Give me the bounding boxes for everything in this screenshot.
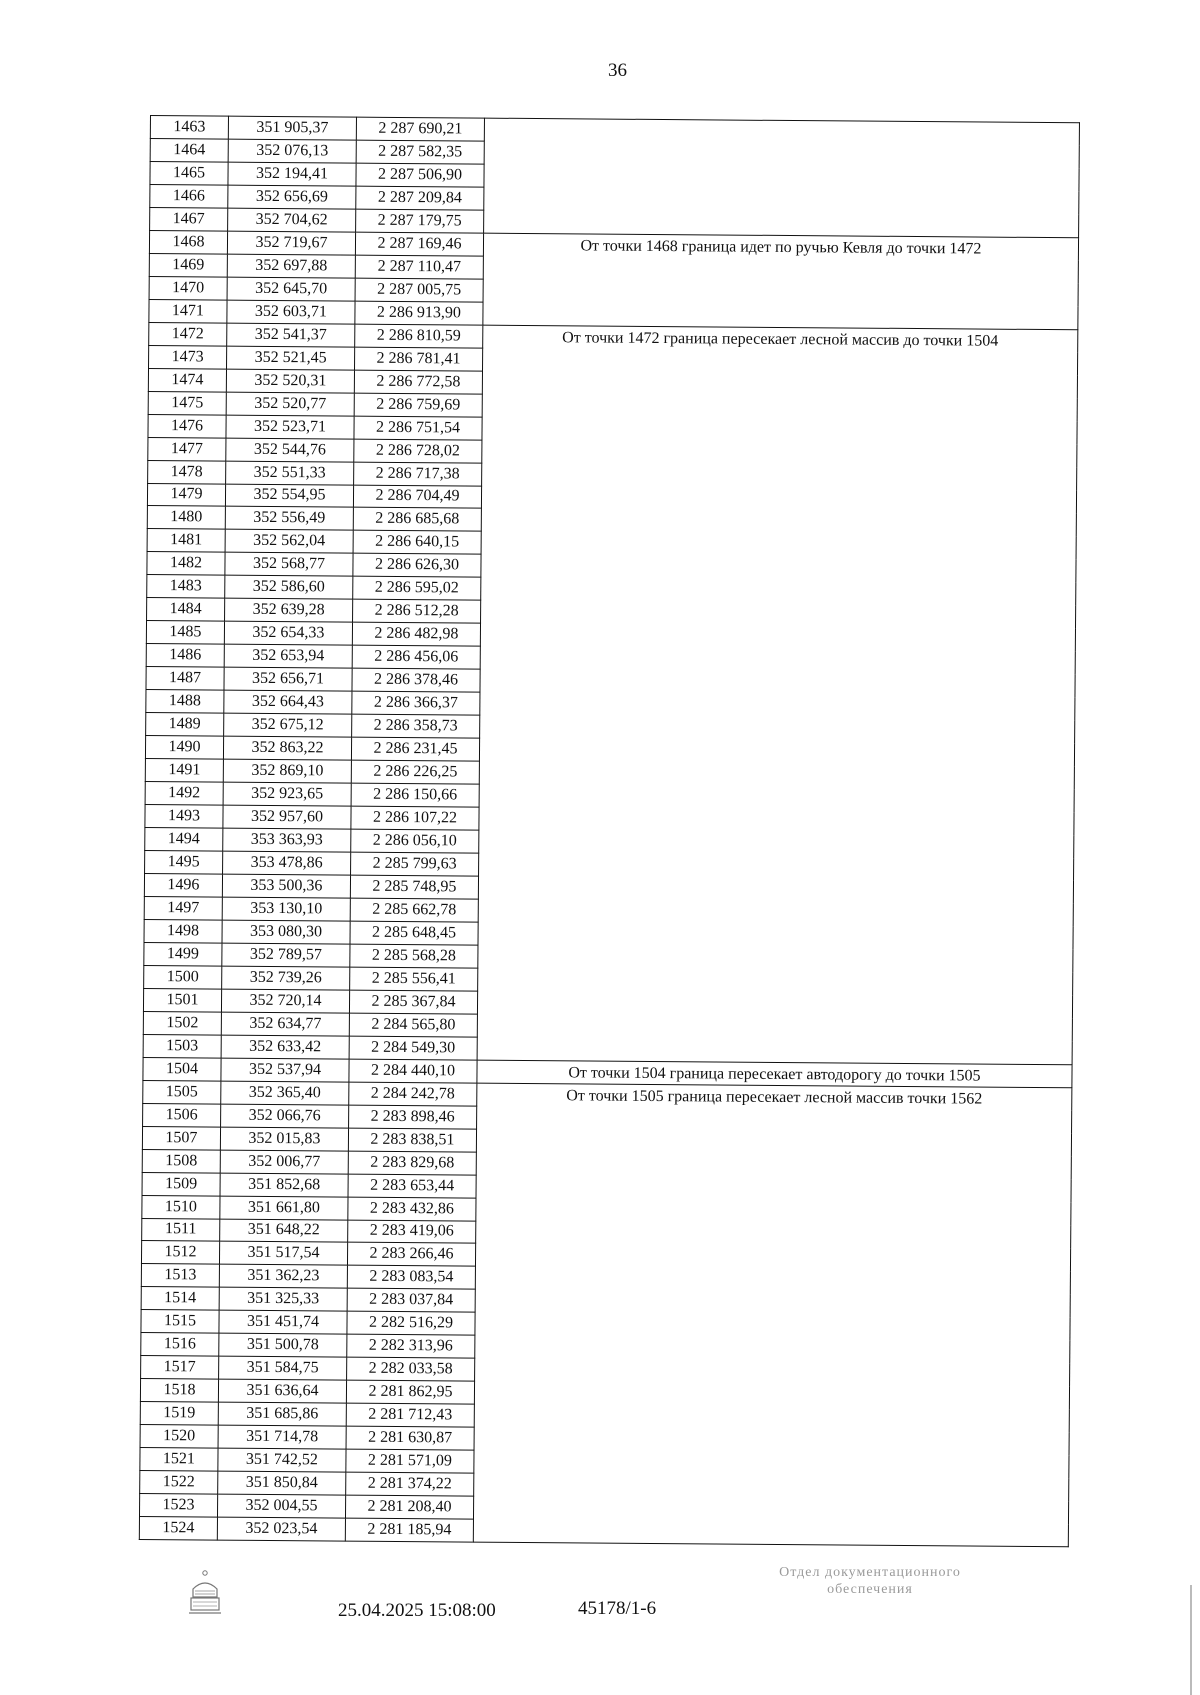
y-coordinate-cell: 2 287 005,75 <box>355 278 483 302</box>
y-coordinate-cell: 2 286 626,30 <box>353 554 481 578</box>
y-coordinate-cell: 2 283 432,86 <box>348 1197 476 1221</box>
point-number-cell: 1468 <box>149 230 227 254</box>
y-coordinate-cell: 2 287 506,90 <box>356 163 484 187</box>
point-number-cell: 1495 <box>145 850 223 874</box>
x-coordinate-cell: 352 554,95 <box>225 484 353 508</box>
stamp-line-1: Отдел документационного <box>779 1565 961 1580</box>
point-number-cell: 1497 <box>144 896 222 920</box>
coordinates-table <box>139 115 1080 1547</box>
y-coordinate-cell: 2 283 037,84 <box>347 1288 475 1312</box>
y-coordinate-cell: 2 282 516,29 <box>347 1311 475 1335</box>
y-coordinate-cell: 2 286 056,10 <box>351 829 479 853</box>
y-coordinate-cell: 2 284 440,10 <box>349 1059 477 1083</box>
x-coordinate-cell: 352 023,54 <box>217 1517 345 1541</box>
page-number: 36 <box>608 60 627 81</box>
y-coordinate-cell: 2 286 231,45 <box>351 737 479 761</box>
point-number-cell: 1479 <box>147 483 225 507</box>
x-coordinate-cell: 352 537,94 <box>221 1058 349 1082</box>
point-number-cell: 1481 <box>147 529 225 553</box>
x-coordinate-cell: 352 541,37 <box>227 323 355 347</box>
y-coordinate-cell: 2 287 110,47 <box>355 255 483 279</box>
point-number-cell: 1490 <box>145 736 223 760</box>
point-number-cell: 1474 <box>148 368 226 392</box>
point-number-cell: 1523 <box>139 1494 217 1518</box>
point-number-cell: 1515 <box>141 1310 219 1334</box>
point-number-cell: 1507 <box>142 1126 220 1150</box>
y-coordinate-cell: 2 283 266,46 <box>347 1243 475 1267</box>
y-coordinate-cell: 2 286 704,49 <box>353 485 481 509</box>
x-coordinate-cell: 351 517,54 <box>219 1242 347 1266</box>
x-coordinate-cell: 352 365,40 <box>221 1081 349 1105</box>
y-coordinate-cell: 2 286 751,54 <box>354 416 482 440</box>
y-coordinate-cell: 2 286 107,22 <box>351 806 479 830</box>
y-coordinate-cell: 2 281 862,95 <box>346 1380 474 1404</box>
x-coordinate-cell: 352 520,31 <box>226 369 354 393</box>
x-coordinate-cell: 352 739,26 <box>222 966 350 990</box>
y-coordinate-cell: 2 286 781,41 <box>355 347 483 371</box>
point-number-cell: 1463 <box>150 116 228 140</box>
y-coordinate-cell: 2 286 512,28 <box>353 599 481 623</box>
point-number-cell: 1505 <box>143 1080 221 1104</box>
x-coordinate-cell: 352 194,41 <box>228 162 356 186</box>
y-coordinate-cell: 2 282 313,96 <box>347 1334 475 1358</box>
point-number-cell: 1512 <box>141 1241 219 1265</box>
y-coordinate-cell: 2 283 838,51 <box>348 1128 476 1152</box>
x-coordinate-cell: 352 869,10 <box>223 759 351 783</box>
x-coordinate-cell: 352 634,77 <box>221 1012 349 1036</box>
x-coordinate-cell: 352 076,13 <box>228 139 356 163</box>
x-coordinate-cell: 352 639,28 <box>225 598 353 622</box>
x-coordinate-cell: 352 633,42 <box>221 1035 349 1059</box>
point-number-cell: 1521 <box>140 1448 218 1472</box>
x-coordinate-cell: 352 520,77 <box>226 392 354 416</box>
point-number-cell: 1483 <box>147 575 225 599</box>
point-number-cell: 1520 <box>140 1425 218 1449</box>
x-coordinate-cell: 353 478,86 <box>223 851 351 875</box>
y-coordinate-cell: 2 287 179,75 <box>356 209 484 233</box>
point-number-cell: 1472 <box>149 322 227 346</box>
point-number-cell: 1496 <box>144 873 222 897</box>
point-number-cell: 1499 <box>144 942 222 966</box>
y-coordinate-cell: 2 283 653,44 <box>348 1174 476 1198</box>
point-number-cell: 1502 <box>143 1011 221 1035</box>
x-coordinate-cell: 351 648,22 <box>220 1219 348 1243</box>
x-coordinate-cell: 352 006,77 <box>220 1150 348 1174</box>
point-number-cell: 1469 <box>149 253 227 277</box>
y-coordinate-cell: 2 286 685,68 <box>353 508 481 532</box>
boundary-note-cell: От точки 1504 граница пересекает автодорогу до точки 1505 <box>477 1060 1072 1088</box>
point-number-cell: 1464 <box>150 138 228 162</box>
margin-mark <box>1190 1585 1192 1695</box>
x-coordinate-cell: 351 584,75 <box>219 1356 347 1380</box>
point-number-cell: 1514 <box>141 1287 219 1311</box>
x-coordinate-cell: 352 586,60 <box>225 575 353 599</box>
x-coordinate-cell: 352 957,60 <box>223 805 351 829</box>
y-coordinate-cell: 2 281 571,09 <box>346 1449 474 1473</box>
y-coordinate-cell: 2 286 358,73 <box>352 714 480 738</box>
x-coordinate-cell: 352 789,57 <box>222 943 350 967</box>
x-coordinate-cell: 352 603,71 <box>227 300 355 324</box>
point-number-cell: 1476 <box>148 414 226 438</box>
boundary-note-cell: От точки 1505 граница пересекает лесной массив точки 1562 <box>473 1083 1072 1547</box>
point-number-cell: 1484 <box>147 598 225 622</box>
x-coordinate-cell: 351 905,37 <box>228 116 356 140</box>
point-number-cell: 1503 <box>143 1034 221 1058</box>
boundary-note-cell <box>484 118 1080 238</box>
y-coordinate-cell: 2 283 898,46 <box>349 1105 477 1129</box>
x-coordinate-cell: 352 664,43 <box>224 690 352 714</box>
y-coordinate-cell: 2 281 185,94 <box>345 1518 473 1542</box>
point-number-cell: 1475 <box>148 391 226 415</box>
y-coordinate-cell: 2 286 595,02 <box>353 576 481 600</box>
x-coordinate-cell: 351 852,68 <box>220 1173 348 1197</box>
y-coordinate-cell: 2 286 366,37 <box>352 691 480 715</box>
x-coordinate-cell: 351 451,74 <box>219 1310 347 1334</box>
boundary-note-cell: От точки 1468 граница идет по ручью Кевля до точки 1472 <box>483 233 1079 330</box>
x-coordinate-cell: 352 556,49 <box>225 507 353 531</box>
x-coordinate-cell: 352 923,65 <box>223 782 351 806</box>
x-coordinate-cell: 352 719,67 <box>227 231 355 255</box>
x-coordinate-cell: 351 714,78 <box>218 1425 346 1449</box>
y-coordinate-cell: 2 287 209,84 <box>356 186 484 210</box>
y-coordinate-cell: 2 286 456,06 <box>352 645 480 669</box>
x-coordinate-cell: 352 544,76 <box>226 438 354 462</box>
point-number-cell: 1480 <box>147 506 225 530</box>
x-coordinate-cell: 352 562,04 <box>225 530 353 554</box>
point-number-cell: 1467 <box>150 207 228 231</box>
point-number-cell: 1508 <box>142 1149 220 1173</box>
point-number-cell: 1485 <box>146 621 224 645</box>
x-coordinate-cell: 352 523,71 <box>226 415 354 439</box>
y-coordinate-cell: 2 286 226,25 <box>351 760 479 784</box>
point-number-cell: 1518 <box>140 1379 218 1403</box>
x-coordinate-cell: 353 500,36 <box>222 874 350 898</box>
x-coordinate-cell: 352 656,71 <box>224 667 352 691</box>
point-number-cell: 1511 <box>142 1218 220 1242</box>
x-coordinate-cell: 352 004,55 <box>217 1494 345 1518</box>
x-coordinate-cell: 351 850,84 <box>218 1471 346 1495</box>
point-number-cell: 1477 <box>148 437 226 461</box>
y-coordinate-cell: 2 285 748,95 <box>350 875 478 899</box>
x-coordinate-cell: 351 325,33 <box>219 1287 347 1311</box>
y-coordinate-cell: 2 281 208,40 <box>345 1495 473 1519</box>
x-coordinate-cell: 352 704,62 <box>228 208 356 232</box>
point-number-cell: 1473 <box>149 345 227 369</box>
y-coordinate-cell: 2 286 378,46 <box>352 668 480 692</box>
x-coordinate-cell: 352 697,88 <box>227 254 355 278</box>
y-coordinate-cell: 2 283 419,06 <box>348 1220 476 1244</box>
x-coordinate-cell: 351 742,52 <box>218 1448 346 1472</box>
y-coordinate-cell: 2 281 374,22 <box>346 1472 474 1496</box>
y-coordinate-cell: 2 285 556,41 <box>350 967 478 991</box>
y-coordinate-cell: 2 286 728,02 <box>354 439 482 463</box>
y-coordinate-cell: 2 283 083,54 <box>347 1266 475 1290</box>
x-coordinate-cell: 352 066,76 <box>221 1104 349 1128</box>
x-coordinate-cell: 353 130,10 <box>222 897 350 921</box>
point-number-cell: 1524 <box>139 1517 217 1541</box>
x-coordinate-cell: 352 653,94 <box>224 644 352 668</box>
point-number-cell: 1492 <box>145 782 223 806</box>
boundary-note-cell: От точки 1472 граница пересекает лесной массив до точки 1504 <box>477 325 1078 1065</box>
point-number-cell: 1498 <box>144 919 222 943</box>
point-number-cell: 1517 <box>141 1356 219 1380</box>
point-number-cell: 1489 <box>146 713 224 737</box>
x-coordinate-cell: 351 636,64 <box>218 1379 346 1403</box>
footer-doc-code: 45178/1-6 <box>578 1598 657 1619</box>
stamp-line-2: обеспечения <box>827 1581 913 1597</box>
point-number-cell: 1487 <box>146 667 224 691</box>
point-number-cell: 1491 <box>145 759 223 783</box>
point-number-cell: 1506 <box>143 1103 221 1127</box>
point-number-cell: 1478 <box>148 460 226 484</box>
x-coordinate-cell: 352 675,12 <box>224 713 352 737</box>
x-coordinate-cell: 351 661,80 <box>220 1196 348 1220</box>
x-coordinate-cell: 353 080,30 <box>222 920 350 944</box>
point-number-cell: 1504 <box>143 1057 221 1081</box>
y-coordinate-cell: 2 284 549,30 <box>349 1036 477 1060</box>
y-coordinate-cell: 2 286 913,90 <box>355 301 483 325</box>
y-coordinate-cell: 2 286 772,58 <box>354 370 482 394</box>
point-number-cell: 1513 <box>141 1264 219 1288</box>
x-coordinate-cell: 352 720,14 <box>221 989 349 1013</box>
point-number-cell: 1493 <box>145 805 223 829</box>
y-coordinate-cell: 2 285 367,84 <box>349 990 477 1014</box>
point-number-cell: 1501 <box>143 988 221 1012</box>
y-coordinate-cell: 2 286 810,59 <box>355 324 483 348</box>
point-number-cell: 1500 <box>144 965 222 989</box>
x-coordinate-cell: 352 568,77 <box>225 553 353 577</box>
x-coordinate-cell: 352 863,22 <box>223 736 351 760</box>
x-coordinate-cell: 352 645,70 <box>227 277 355 301</box>
y-coordinate-cell: 2 287 690,21 <box>356 117 484 141</box>
y-coordinate-cell: 2 285 568,28 <box>350 944 478 968</box>
x-coordinate-cell: 352 015,83 <box>220 1127 348 1151</box>
y-coordinate-cell: 2 286 717,38 <box>354 462 482 486</box>
point-number-cell: 1466 <box>150 184 228 208</box>
y-coordinate-cell: 2 286 759,69 <box>354 393 482 417</box>
point-number-cell: 1516 <box>141 1333 219 1357</box>
point-number-cell: 1494 <box>145 828 223 852</box>
point-number-cell: 1488 <box>146 690 224 714</box>
y-coordinate-cell: 2 281 630,87 <box>346 1426 474 1450</box>
y-coordinate-cell: 2 285 799,63 <box>351 852 479 876</box>
x-coordinate-cell: 352 654,33 <box>224 621 352 645</box>
y-coordinate-cell: 2 287 169,46 <box>355 232 483 256</box>
y-coordinate-cell: 2 282 033,58 <box>347 1357 475 1381</box>
point-number-cell: 1470 <box>149 276 227 300</box>
x-coordinate-cell: 351 500,78 <box>219 1333 347 1357</box>
y-coordinate-cell: 2 284 565,80 <box>349 1013 477 1037</box>
y-coordinate-cell: 2 285 648,45 <box>350 921 478 945</box>
x-coordinate-cell: 352 656,69 <box>228 185 356 209</box>
emblem-icon <box>185 1567 225 1617</box>
x-coordinate-cell: 352 551,33 <box>226 461 354 485</box>
y-coordinate-cell: 2 286 150,66 <box>351 783 479 807</box>
point-number-cell: 1519 <box>140 1402 218 1426</box>
y-coordinate-cell: 2 286 482,98 <box>352 622 480 646</box>
point-number-cell: 1522 <box>140 1471 218 1495</box>
x-coordinate-cell: 353 363,93 <box>223 828 351 852</box>
x-coordinate-cell: 351 685,86 <box>218 1402 346 1426</box>
point-number-cell: 1510 <box>142 1195 220 1219</box>
y-coordinate-cell: 2 281 712,43 <box>346 1403 474 1427</box>
point-number-cell: 1509 <box>142 1172 220 1196</box>
department-stamp <box>700 1565 1040 1599</box>
y-coordinate-cell: 2 285 662,78 <box>350 898 478 922</box>
y-coordinate-cell: 2 287 582,35 <box>356 140 484 164</box>
y-coordinate-cell: 2 283 829,68 <box>348 1151 476 1175</box>
point-number-cell: 1471 <box>149 299 227 323</box>
point-number-cell: 1486 <box>146 644 224 668</box>
y-coordinate-cell: 2 284 242,78 <box>349 1082 477 1106</box>
footer-datetime: 25.04.2025 15:08:00 <box>338 1600 496 1621</box>
point-number-cell: 1482 <box>147 552 225 576</box>
y-coordinate-cell: 2 286 640,15 <box>353 531 481 555</box>
x-coordinate-cell: 351 362,23 <box>219 1265 347 1289</box>
x-coordinate-cell: 352 521,45 <box>227 346 355 370</box>
point-number-cell: 1465 <box>150 161 228 185</box>
